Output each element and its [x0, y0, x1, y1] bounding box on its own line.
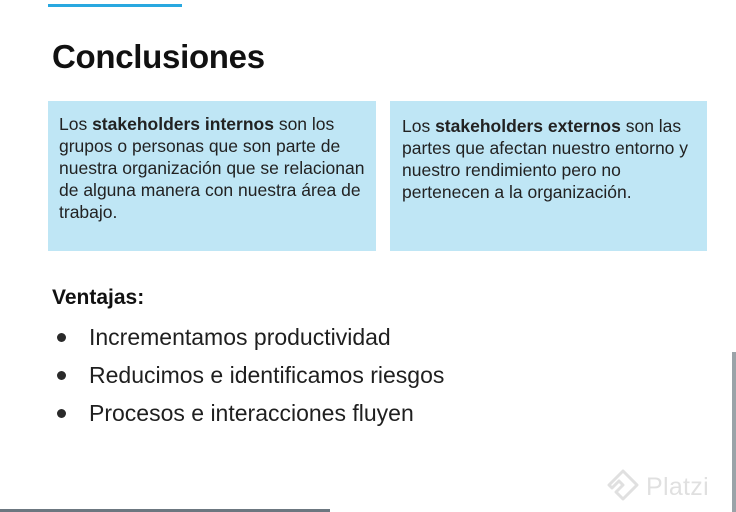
list-item — [52, 394, 444, 432]
internal-card-prefix: Los — [59, 114, 93, 134]
right-edge-shadow — [732, 352, 736, 512]
internal-card-text: son los grupos o personas que son parte de nuestra organización que se relacionan de alguna manera con nuestra área de trabajo. — [59, 114, 365, 222]
platzi-watermark-text: Platzi — [646, 472, 709, 501]
benefit-text: Incrementamos productividad — [89, 323, 391, 350]
external-card-term: stakeholders externos — [435, 116, 621, 136]
internal-stakeholders-card — [48, 101, 376, 251]
benefit-text: Procesos e interacciones fluyen — [89, 399, 414, 426]
platzi-logo-icon — [606, 468, 640, 506]
external-card-prefix: Los — [402, 116, 436, 136]
title-accent-bar — [48, 4, 182, 7]
benefits-list — [52, 318, 444, 432]
list-item — [52, 318, 444, 356]
external-card-text: son las partes que afectan nuestro entorno y nuestro rendimiento pero no pertenecen a la organización. — [402, 116, 689, 202]
bullet-icon — [57, 409, 66, 418]
bullet-icon — [57, 371, 66, 380]
slide-title: Conclusiones — [52, 38, 265, 75]
benefit-text: Reducimos e identificamos riesgos — [89, 361, 445, 388]
platzi-watermark — [606, 468, 709, 506]
external-stakeholders-card — [390, 101, 707, 251]
internal-card-term: stakeholders internos — [92, 114, 274, 134]
bullet-icon — [57, 333, 66, 342]
list-item — [52, 356, 444, 394]
benefits-heading: Ventajas: — [52, 286, 145, 309]
